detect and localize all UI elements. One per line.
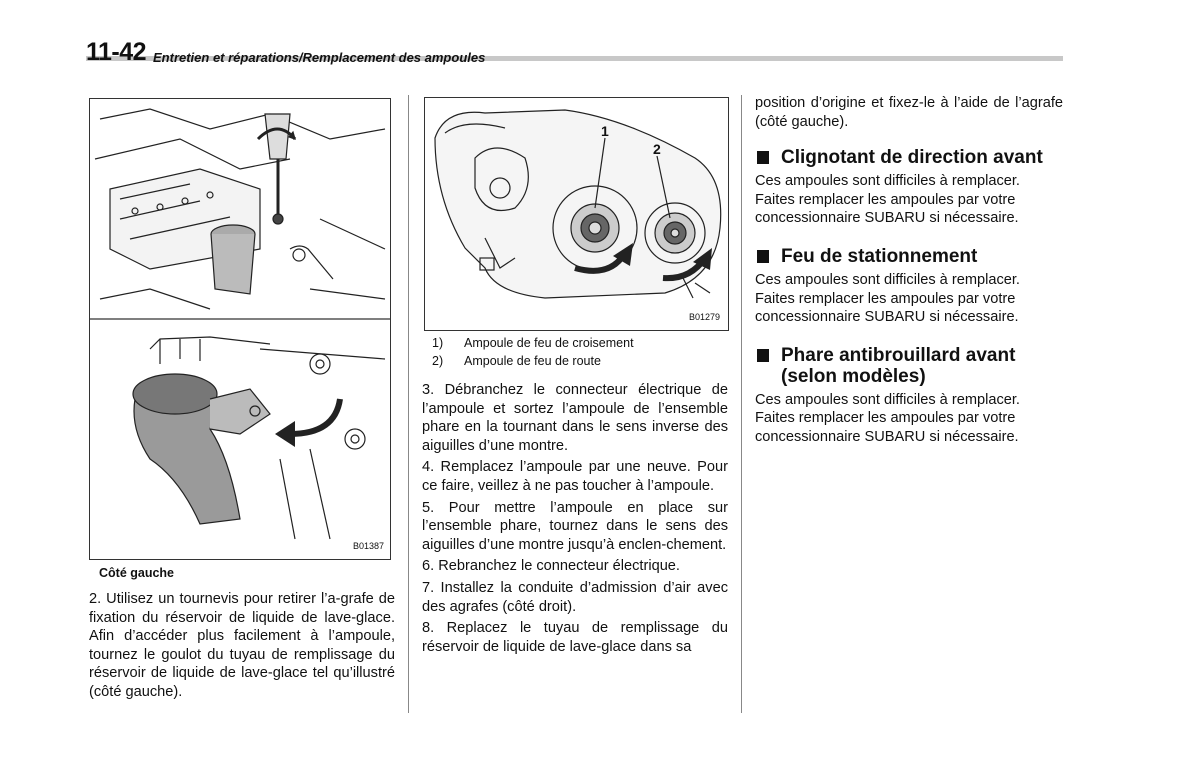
square-bullet-icon <box>757 250 769 263</box>
figure-caption: Côté gauche <box>99 566 175 580</box>
callout-label-1: 1 <box>601 123 609 139</box>
legend-number: 2) <box>432 354 444 368</box>
steps-text <box>422 381 728 659</box>
section-body: Ces ampoules sont difficiles à remplacer. Faites remplacer les ampoules par votre concessionnaire SUBARU si nécessaire. <box>755 173 1020 227</box>
section-heading-text: Feu de stationnement <box>781 245 978 267</box>
headlight-illustration <box>425 98 728 330</box>
column-3 <box>755 94 1063 447</box>
page-number: 11-42 <box>86 38 147 66</box>
washer-reservoir-illustration <box>90 99 390 559</box>
legend-text: Ampoule de feu de croisement <box>464 336 634 350</box>
callout-label-2: 2 <box>653 141 661 157</box>
section-body: Ces ampoules sont difficiles à remplacer. Faites remplacer les ampoules par votre concessionnaire SUBARU si nécessaire. <box>755 391 1020 445</box>
section-heading <box>755 246 1063 267</box>
square-bullet-icon <box>757 151 769 164</box>
step-2-text: 2. Utilisez un tournevis pour retirer l’a-grafe de fixation du réservoir de liquide de lave-glace. Afin d’accéder plus facilement à l’ampoule, tournez le goulot du tuyau de remplissage du réservoir de liquide de lave-glace tel qu’illustré (côté gauche). <box>89 591 395 700</box>
figure-washer-reservoir <box>89 98 391 560</box>
section-title: Entretien et réparations/Remplacement des ampoules <box>153 50 486 65</box>
step-5-text: 5. Pour mettre l’ampoule en place sur l’ensemble phare, tournez dans le sens des aiguilles d’une montre jusqu’à enclen-chement. <box>422 499 728 553</box>
figure-headlight <box>424 97 729 331</box>
step-6-text: 6. Rebranchez le connecteur électrique. <box>422 558 680 575</box>
step-4-text: 4. Remplacez l’ampoule par une neuve. Pour ce faire, veillez à ne pas toucher à l’ampoule. <box>422 459 728 494</box>
column-divider <box>408 95 409 713</box>
section-fog-light <box>755 345 1063 447</box>
legend-item <box>432 352 634 370</box>
square-bullet-icon <box>757 349 769 362</box>
step-8-text: 8. Replacez le tuyau de remplissage du réservoir de liquide de lave-glace dans sa <box>422 620 728 655</box>
section-turn-signal <box>755 147 1063 228</box>
section-parking-light <box>755 246 1063 327</box>
legend-item <box>432 334 634 352</box>
figure-code: B01387 <box>352 541 384 551</box>
legend-number: 1) <box>432 336 444 350</box>
step-3-text: 3. Débranchez le connecteur électrique de l’ampoule et sortez l’ampoule de l’ensemble phare en la tournant dans le sens inverse des aiguilles d’une montre. <box>422 382 728 454</box>
column-divider <box>741 95 742 713</box>
step-7-text: 7. Installez la conduite d’admission d’air avec des agrafes (côté droit). <box>422 579 728 615</box>
section-heading <box>755 147 1063 168</box>
figure-legend <box>432 334 634 370</box>
section-body: Ces ampoules sont difficiles à remplacer. Faites remplacer les ampoules par votre concessionnaire SUBARU si nécessaire. <box>755 271 1020 326</box>
section-heading-text: Phare antibrouillard avant (selon modèles) <box>781 344 1016 387</box>
step-8-continuation: position d’origine et fixez-le à l’aide de l’agrafe (côté gauche). <box>755 95 1063 130</box>
figure-code: B01279 <box>688 312 720 322</box>
legend-text: Ampoule de feu de route <box>464 354 601 368</box>
section-heading <box>755 345 1063 387</box>
section-heading-text: Clignotant de direction avant <box>781 147 1043 169</box>
